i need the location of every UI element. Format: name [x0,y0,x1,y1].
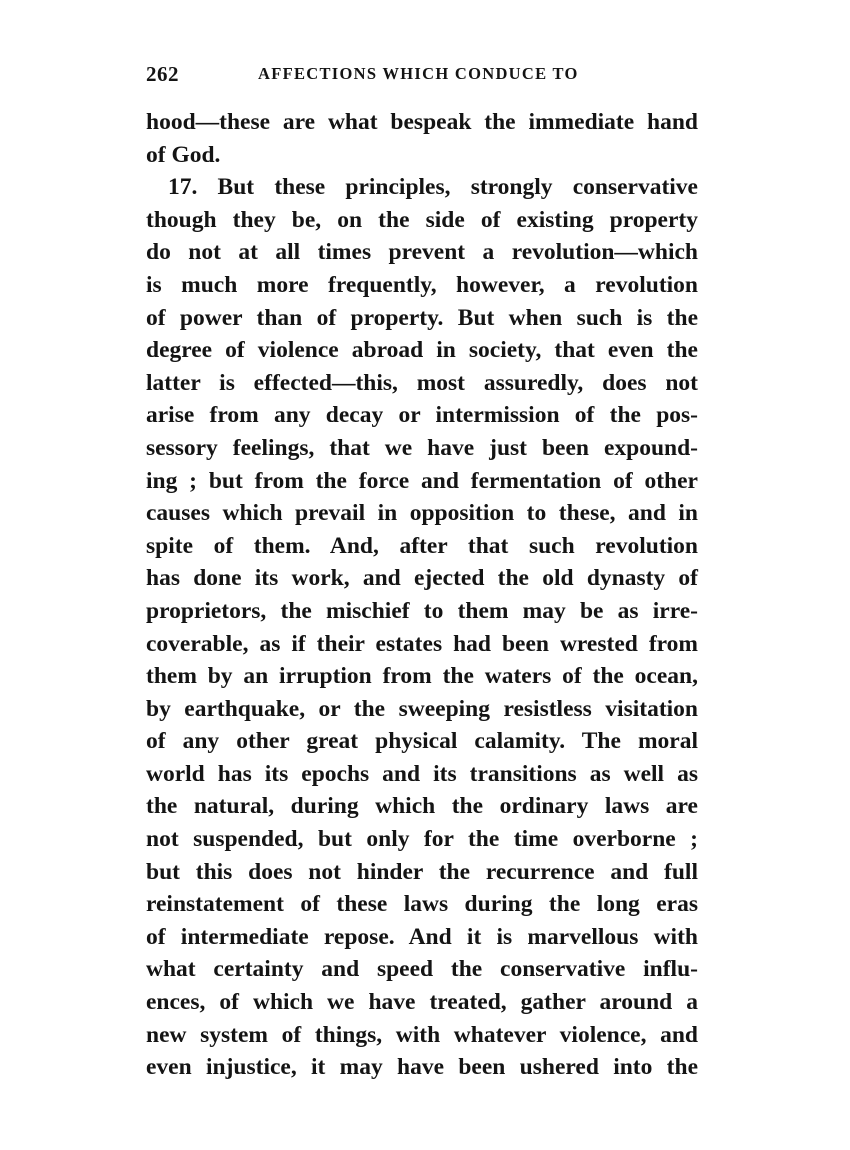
text-line: arise from any decay or intermission of the pos- [146,402,698,429]
text-line: of power than of property. But when such is the [146,304,698,331]
text-line: hood—these are what bespeak the immediate hand [146,109,698,135]
text-line: but this does not hinder the recurrence and full [146,858,698,885]
text-line: sessory feelings, that we have just been expound- [146,434,698,461]
text-line: do not at all times prevent a revolution—which [146,239,698,266]
text-line: ing ; but from the force and fermentation of other [146,467,698,494]
text-line: reinstatement of these laws during the long eras [146,891,698,918]
text-line: world has its epochs and its transitions as well as [146,760,698,787]
text-line: even injustice, it may have been ushered into the [146,1054,698,1081]
text-line: spite of them. And, after that such revolution [146,532,698,559]
running-title: AFFECTIONS WHICH CONDUCE TO [258,64,579,83]
running-head [146,62,706,90]
text-line: though they be, on the side of existing property [146,206,698,233]
page-number: 262 [146,62,179,86]
text-line: the natural, during which the ordinary laws are [146,793,698,820]
text-line: latter is effected—this, most assuredly, does not [146,369,698,396]
text-line: not suspended, but only for the time overborne ; [146,826,698,853]
text-line: of any other great physical calamity. The moral [146,728,698,755]
text-line: them by an irruption from the waters of the ocean, [146,663,698,690]
text-line: by earthquake, or the sweeping resistless visitation [146,695,698,722]
text-line: degree of violence abroad in society, that even the [146,337,698,364]
text-line: new system of things, with whatever violence, and [146,1021,698,1048]
text-line: ences, of which we have treated, gather around a [146,989,698,1016]
text-line: what certainty and speed the conservative influ- [146,956,698,983]
text-line: proprietors, the mischief to them may be as irre- [146,597,698,624]
paragraph-start-line: 17. But these principles, strongly conservative [168,174,698,201]
text-line: of God. [146,141,221,168]
text-line: has done its work, and ejected the old dynasty of [146,565,698,592]
text-line: coverable, as if their estates had been wrested from [146,630,698,657]
text-line: of intermediate repose. And it is marvellous with [146,923,698,950]
text-line: is much more frequently, however, a revolution [146,271,698,298]
body-text [146,106,698,1084]
text-line: causes which prevail in opposition to these, and in [146,500,698,527]
